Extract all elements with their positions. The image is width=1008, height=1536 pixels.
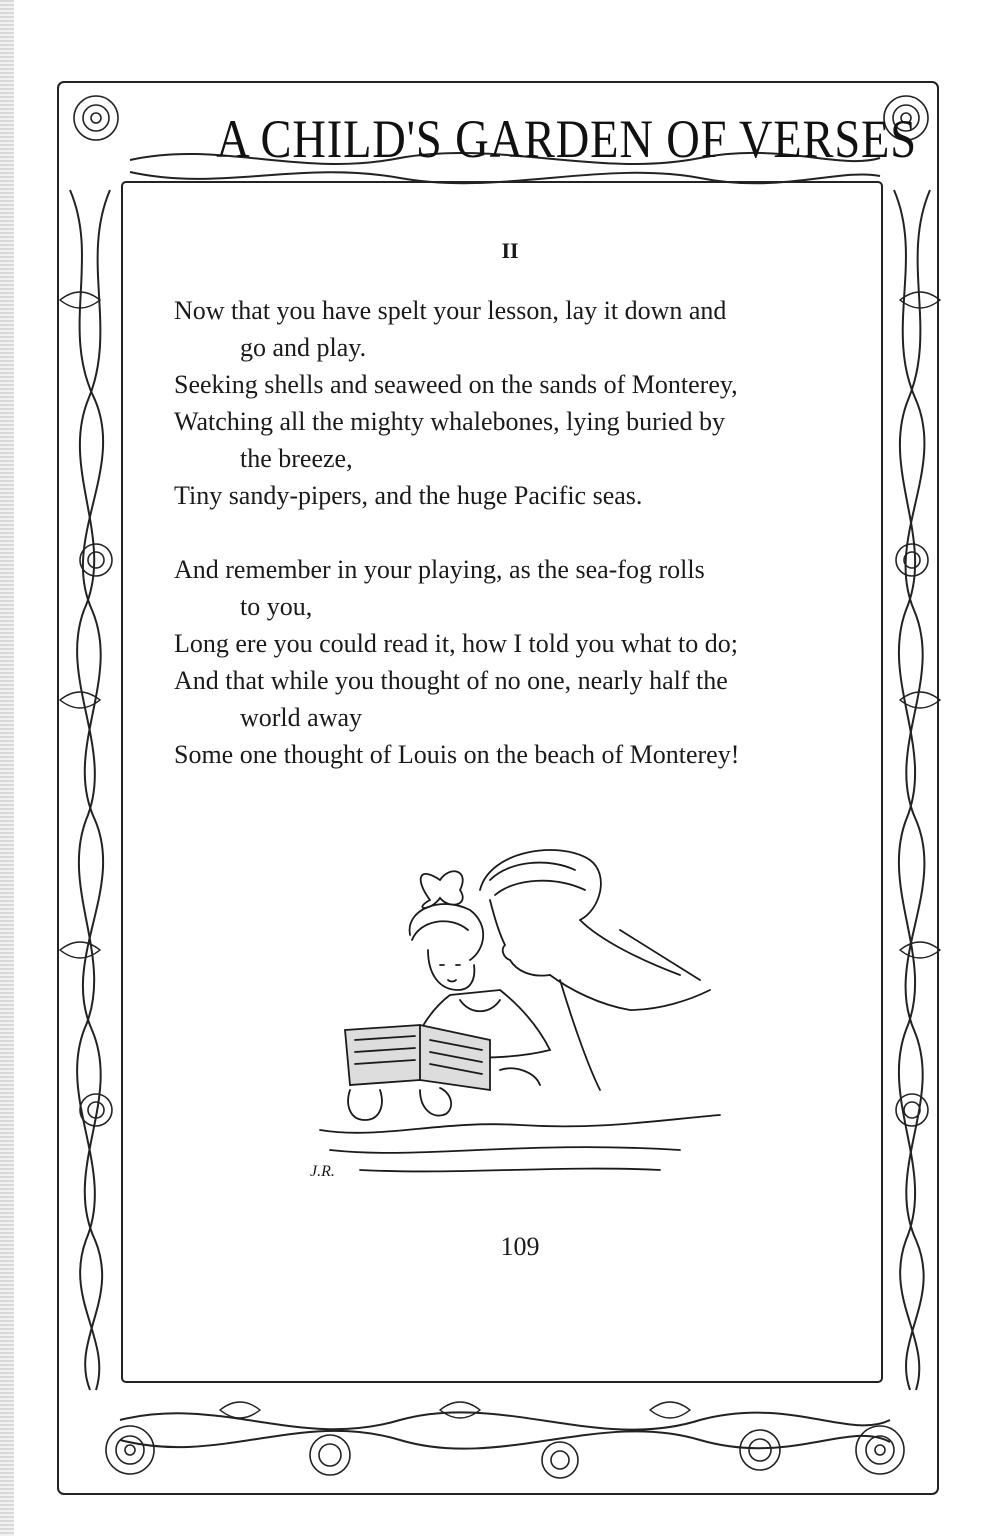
poem-line: Some one thought of Louis on the beach of Monterey! bbox=[174, 740, 740, 769]
stanza bbox=[174, 551, 864, 773]
poem-line-continuation: world away bbox=[240, 703, 363, 732]
section-number: II bbox=[501, 238, 519, 263]
poem-line-continuation: the breeze, bbox=[240, 444, 353, 473]
page-number: 109 bbox=[500, 1232, 540, 1261]
poem-line: Watching all the mighty whalebones, lying buried by bbox=[174, 407, 726, 436]
running-title: A CHILD'S GARDEN OF VERSES bbox=[216, 109, 917, 169]
poem-line-continuation: go and play. bbox=[240, 333, 367, 362]
poem-line: Tiny sandy-pipers, and the huge Pacific seas. bbox=[174, 481, 643, 510]
mother-reading-with-child-icon bbox=[300, 840, 740, 1190]
poem-line-continuation: to you, bbox=[240, 592, 313, 621]
illustration-signature: J.R. bbox=[310, 1163, 335, 1180]
stanza bbox=[174, 292, 864, 514]
poem-line: And that while you thought of no one, nearly half the bbox=[174, 666, 728, 695]
poem-line: Now that you have spelt your lesson, lay it down and bbox=[174, 296, 727, 325]
poem-body bbox=[174, 292, 864, 810]
poem-line: Long ere you could read it, how I told you what to do; bbox=[174, 629, 738, 658]
poem-line: And remember in your playing, as the sea-fog rolls bbox=[174, 555, 705, 584]
poem-line: Seeking shells and seaweed on the sands of Monterey, bbox=[174, 370, 738, 399]
